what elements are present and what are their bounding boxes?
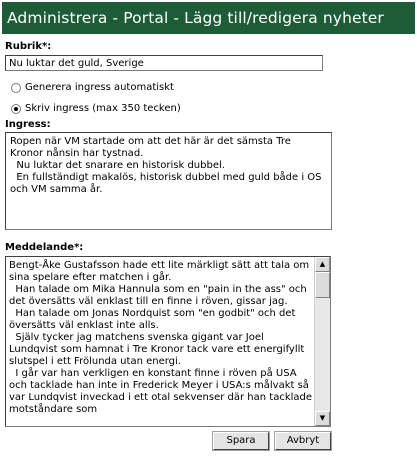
rubrik-label-text: Rubrik [5,41,42,52]
ingress-textarea[interactable] [5,132,332,230]
radio-write-ingress[interactable] [11,103,181,114]
radio-write-ingress-button[interactable] [11,104,21,114]
meddelande-textarea[interactable] [5,256,331,427]
save-button[interactable]: Spara [213,432,269,450]
cancel-button[interactable]: Avbryt [275,432,331,450]
scrollbar-thumb[interactable] [315,272,330,298]
radio-write-ingress-label: Skriv ingress (max 350 tecken) [25,103,181,114]
rubrik-required-mark: *: [42,41,52,52]
meddelande-required-mark: *: [74,242,84,253]
scroll-up-arrow-icon[interactable]: ▲ [315,257,330,272]
rubrik-label [5,41,51,52]
meddelande-label-text: Meddelande [5,242,75,253]
meddelande-label [5,242,83,253]
radio-generate-ingress-button[interactable] [11,83,21,93]
meddelande-text: Bengt-Åke Gustafsson hade ett lite märkligt sätt att tala om sina spelare efter matchen i går. Han talade om Mika Hannula som en "pain in the ass" och det översätts väl enklast till en finne i röven, gissar jag. Han talade om Jonas Nordquist som "en godbit" och det översätts väl enklast inte alls. Själv tycker jag matchens svenska gigant var Joel Lundqvist som hamnat i Tre Kronor tack vare ett energifyllt slutspel i ett Frölunda utan energi. I går var han verkligen en konstant finne i röven på USA och tacklade han inte in Frederick Meyer i USA:s målvakt så var Lundqvist inveckad i ett otal sekvenser där han tacklade motståndare som [9,260,313,415]
meddelande-scrollbar[interactable] [314,257,330,426]
rubrik-input[interactable] [5,55,323,71]
ingress-label: Ingress: [5,119,51,130]
scroll-down-arrow-icon[interactable]: ▼ [315,411,330,426]
radio-generate-ingress-label: Generera ingress automatiskt [25,82,174,93]
page-title: Administrera - Portal - Lägg till/redigera nyheter [2,2,415,34]
radio-generate-ingress[interactable] [11,82,174,93]
